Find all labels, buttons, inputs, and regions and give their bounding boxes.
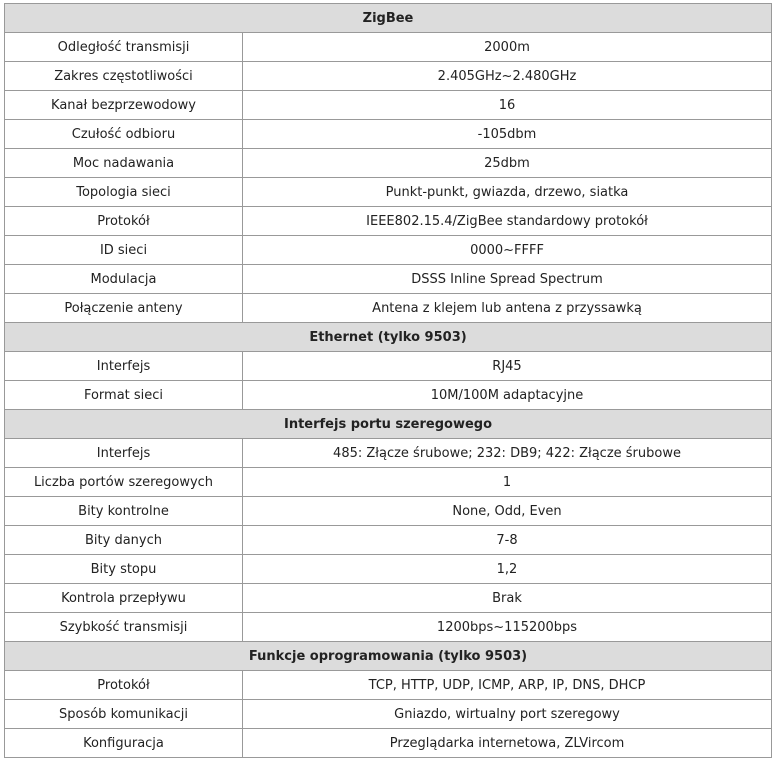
row-label: Moc nadawania — [5, 149, 243, 178]
table-row — [5, 33, 772, 62]
row-label: Protokół — [5, 671, 243, 700]
row-value: 485: Złącze śrubowe; 232: DB9; 422: Złącze śrubowe — [243, 439, 772, 468]
row-label: Bity stopu — [5, 555, 243, 584]
row-value: DSSS Inline Spread Spectrum — [243, 265, 772, 294]
section-title: Ethernet (tylko 9503) — [5, 323, 772, 352]
row-label: Topologia sieci — [5, 178, 243, 207]
row-value: 7-8 — [243, 526, 772, 555]
table-row — [5, 439, 772, 468]
table-row — [5, 178, 772, 207]
row-label: Modulacja — [5, 265, 243, 294]
row-value: TCP, HTTP, UDP, ICMP, ARP, IP, DNS, DHCP — [243, 671, 772, 700]
table-row — [5, 526, 772, 555]
row-value: 1200bps~115200bps — [243, 613, 772, 642]
row-value: -105dbm — [243, 120, 772, 149]
row-value: 0000~FFFF — [243, 236, 772, 265]
section-header-row — [5, 4, 772, 33]
row-value: IEEE802.15.4/ZigBee standardowy protokół — [243, 207, 772, 236]
row-label: Szybkość transmisji — [5, 613, 243, 642]
row-value: Gniazdo, wirtualny port szeregowy — [243, 700, 772, 729]
table-row — [5, 91, 772, 120]
row-value: Brak — [243, 584, 772, 613]
section-title: Interfejs portu szeregowego — [5, 410, 772, 439]
row-label: Interfejs — [5, 439, 243, 468]
table-row — [5, 236, 772, 265]
row-label: Kontrola przepływu — [5, 584, 243, 613]
table-row — [5, 700, 772, 729]
row-label: Bity danych — [5, 526, 243, 555]
table-row — [5, 468, 772, 497]
row-value: Punkt-punkt, gwiazda, drzewo, siatka — [243, 178, 772, 207]
row-label: Format sieci — [5, 381, 243, 410]
row-label: ID sieci — [5, 236, 243, 265]
section-title: ZigBee — [5, 4, 772, 33]
row-value: 25dbm — [243, 149, 772, 178]
row-label: Kanał bezprzewodowy — [5, 91, 243, 120]
table-row — [5, 265, 772, 294]
table-row — [5, 294, 772, 323]
table-row — [5, 497, 772, 526]
row-value: 10M/100M adaptacyjne — [243, 381, 772, 410]
row-value: None, Odd, Even — [243, 497, 772, 526]
row-value: 1 — [243, 468, 772, 497]
table-row — [5, 613, 772, 642]
row-label: Liczba portów szeregowych — [5, 468, 243, 497]
section-header-row — [5, 323, 772, 352]
row-label: Konfiguracja — [5, 729, 243, 758]
row-label: Bity kontrolne — [5, 497, 243, 526]
spec-table — [4, 3, 772, 758]
row-label: Interfejs — [5, 352, 243, 381]
row-value: Przeglądarka internetowa, ZLVircom — [243, 729, 772, 758]
table-row — [5, 729, 772, 758]
table-row — [5, 671, 772, 700]
row-label: Odległość transmisji — [5, 33, 243, 62]
table-row — [5, 555, 772, 584]
row-value: Antena z klejem lub antena z przyssawką — [243, 294, 772, 323]
table-row — [5, 207, 772, 236]
table-row — [5, 352, 772, 381]
row-value: RJ45 — [243, 352, 772, 381]
section-header-row — [5, 410, 772, 439]
section-header-row — [5, 642, 772, 671]
row-value: 2.405GHz~2.480GHz — [243, 62, 772, 91]
table-row — [5, 149, 772, 178]
row-value: 16 — [243, 91, 772, 120]
table-row — [5, 381, 772, 410]
row-value: 1,2 — [243, 555, 772, 584]
row-value: 2000m — [243, 33, 772, 62]
table-row — [5, 584, 772, 613]
table-row — [5, 62, 772, 91]
row-label: Połączenie anteny — [5, 294, 243, 323]
row-label: Sposób komunikacji — [5, 700, 243, 729]
row-label: Czułość odbioru — [5, 120, 243, 149]
row-label: Protokół — [5, 207, 243, 236]
section-title: Funkcje oprogramowania (tylko 9503) — [5, 642, 772, 671]
table-row — [5, 120, 772, 149]
row-label: Zakres częstotliwości — [5, 62, 243, 91]
